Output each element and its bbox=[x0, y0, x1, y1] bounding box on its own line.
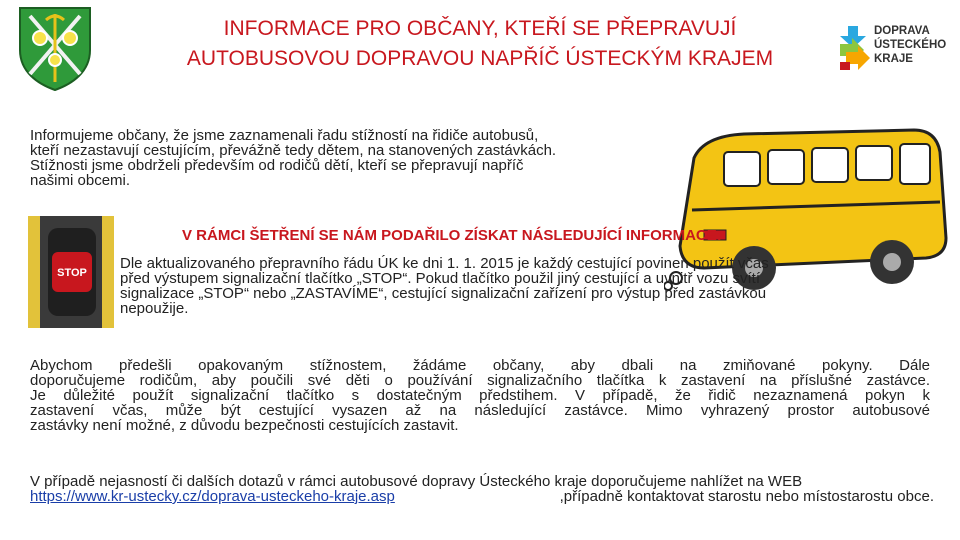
footer-line-2-rest: ,případně kontaktovat starostu nebo místostarostu obce. bbox=[559, 488, 934, 505]
info-line: Dle aktualizovaného přepravního řádu ÚK ke dni 1. 1. 2015 je každý cestující povinen použít včas bbox=[120, 255, 769, 272]
section-subheading: V RÁMCI ŠETŘENÍ SE NÁM PODAŘILO ZÍSKAT NÁSLEDUJÍCÍ INFORMACE: bbox=[182, 227, 722, 244]
request-paragraph bbox=[30, 358, 930, 433]
footer-paragraph bbox=[30, 474, 934, 504]
stop-button-photo bbox=[28, 216, 114, 328]
logo-line-3: KRAJE bbox=[874, 53, 913, 65]
logo-line-1: DOPRAVA bbox=[874, 25, 930, 37]
request-line: zastávky není možné, z důvodu bezpečnosti cestujících zastavit. bbox=[30, 417, 459, 434]
info-line: před výstupem signalizační tlačítko „STOP“. Pokud tlačítko použil jiný cestující a uvnitř vozu svítí bbox=[120, 270, 760, 287]
footer-line-1: V případě nejasností či dalších dotazů v rámci autobusové dopravy Ústeckého kraje doporučujeme nahlížet na WEB bbox=[30, 473, 803, 490]
title-line-1: INFORMACE PRO OBČANY, KTEŘÍ SE PŘEPRAVUJÍ bbox=[223, 17, 737, 40]
logo-line-2: ÚSTECKÉHO bbox=[874, 39, 947, 51]
intro-line: Stížnosti jsme obdrželi především od rodičů dětí, kteří se přepravují napříč bbox=[30, 157, 524, 174]
title-line-2: AUTOBUSOVOU DOPRAVOU NAPŘÍČ ÚSTECKÝM KRAJEM bbox=[186, 47, 774, 70]
request-line: Abychom předešli opakovaným stížnostem, žádáme občany, aby dbali na zmiňované pokyny. Dále bbox=[30, 357, 930, 374]
intro-paragraph bbox=[30, 128, 670, 188]
request-line: doporučujeme rodičům, aby poučili své děti o používání signalizačního tlačítka k zastavení na příslušné zastávce. bbox=[30, 372, 930, 389]
intro-line: našimi obcemi. bbox=[30, 172, 131, 189]
info-line: nepoužije. bbox=[120, 300, 189, 317]
info-paragraph bbox=[120, 256, 910, 316]
info-line: signalizace „STOP“ nebo „ZASTAVÍME“, cestující signalizační zařízení pro výstup před zastávkou bbox=[120, 285, 767, 302]
municipal-crest bbox=[16, 4, 94, 92]
arrows-logo-icon bbox=[838, 22, 872, 74]
intro-line: Informujeme občany, že jsme zaznamenali řadu stížností na řidiče autobusů, bbox=[30, 127, 539, 144]
request-line: zastavení včas, může být cestující vysazen až na následující zastávce. Mimo vyhrazený prostor autobusové bbox=[30, 402, 930, 419]
doprava-usteckeho-kraje-logo bbox=[838, 20, 958, 80]
kr-ustecky-link[interactable]: https://www.kr-ustecky.cz/doprava-usteckeho-kraje.asp bbox=[30, 488, 395, 505]
stop-button-label: STOP bbox=[57, 267, 87, 279]
intro-line: kteří nezastavují cestujícím, převážně tedy dětem, na stanovených zastávkách. bbox=[30, 142, 557, 159]
request-line: Je důležité použít signalizační tlačítko s dostatečným předstihem. V případě, že řidič nezaznamená pokyn k bbox=[30, 387, 930, 404]
page-title bbox=[120, 14, 840, 74]
